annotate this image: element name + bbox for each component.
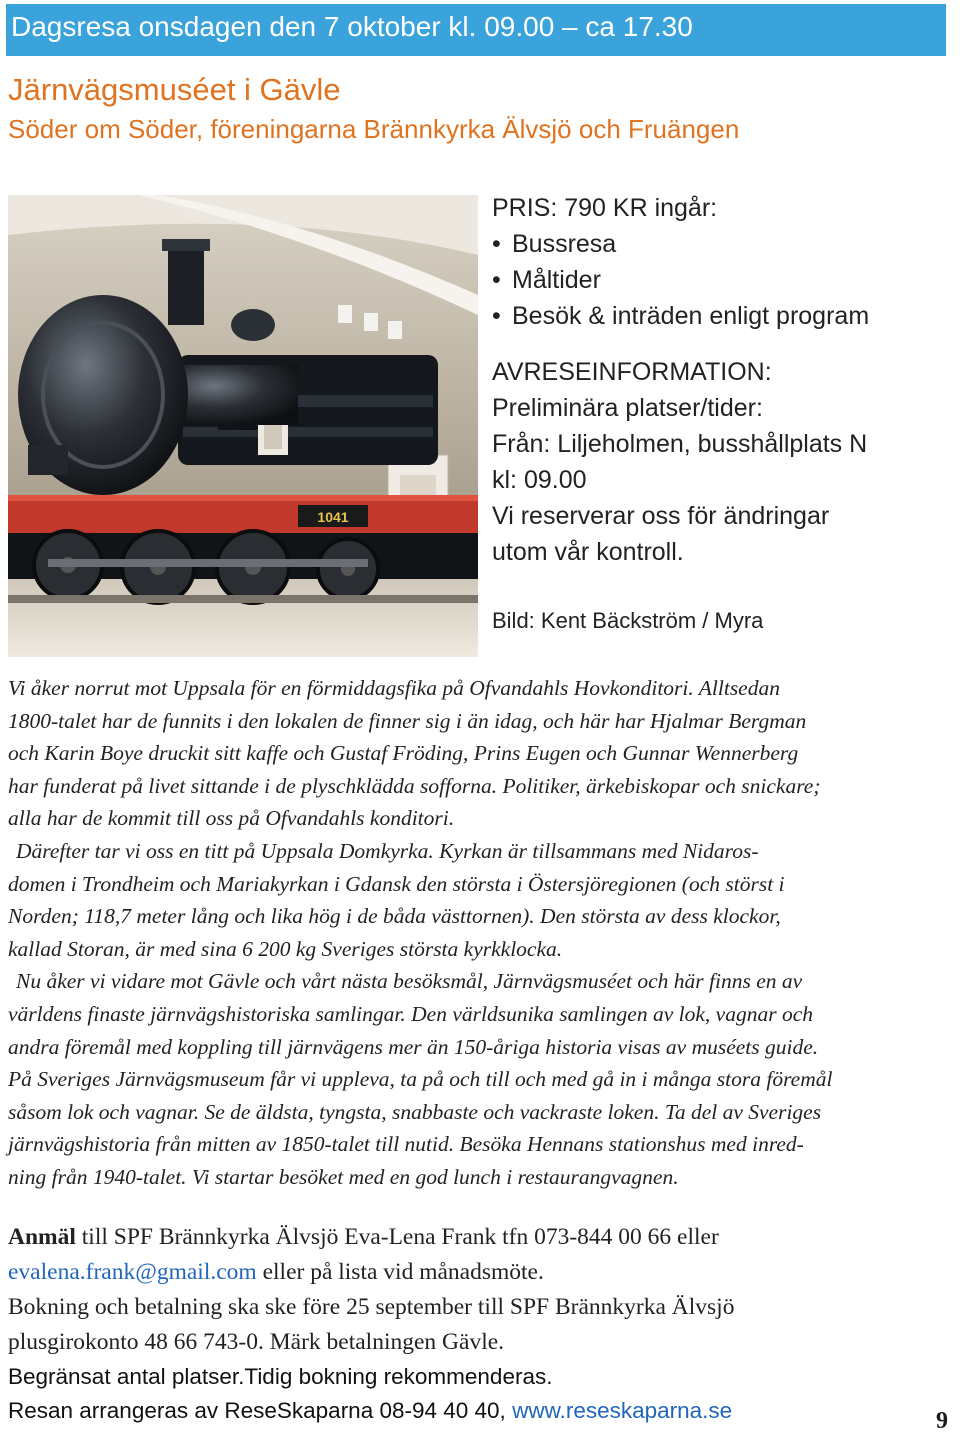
email-line: evalena.frank@gmail.com eller på lista vid månadsmöte.	[8, 1259, 544, 1285]
description-line: domen i Trondheim och Mariakyrkan i Gdansk den största i Östersjöregionen (och störst i	[8, 871, 785, 896]
departure-heading: AVRESEINFORMATION:	[492, 358, 772, 386]
description-line: Därefter tar vi oss en titt på Uppsala Domkyrka. Kyrkan är tillsammans med Nidaros-	[16, 838, 759, 863]
page-number: 9	[936, 1408, 948, 1434]
price-heading: PRIS: 790 KR ingår:	[492, 194, 718, 222]
description-line: och Karin Boye druckit sitt kaffe och Gustaf Fröding, Prins Eugen och Gunnar Wennerberg	[8, 741, 799, 766]
email-link[interactable]: evalena.frank@gmail.com	[8, 1259, 257, 1285]
loco-number-plate: 1041	[317, 509, 349, 525]
trip-description	[8, 672, 948, 1194]
description-line: Vi åker norrut mot Uppsala för en förmiddagsfika på Ofvandahls Hovkonditori. Alltsedan	[8, 676, 780, 700]
price-item: • Besök & inträden enligt program	[492, 298, 952, 334]
description-line: järnvägshistoria från mitten av 1850-talet till nutid. Besöka Hennans stationshus med inred-	[8, 1132, 804, 1157]
booking-line: plusgirokonto 48 66 743-0. Märk betalningen Gävle.	[8, 1329, 505, 1355]
description-line: alla har de kommit till oss på Ofvandahls konditori.	[8, 806, 455, 831]
photo-credit: Bild: Kent Bäckström / Myra	[492, 608, 764, 633]
departure-line: Från: Liljeholmen, busshållplats N	[492, 430, 868, 458]
booking-line: Bokning och betalning ska ske före 25 september till SPF Brännkyrka Älvsjö	[8, 1294, 735, 1320]
header-banner	[6, 4, 946, 56]
description-line: På Sveriges Järnvägsmuseum får vi uppleva, ta på och till och med gå in i många stora föremål	[8, 1067, 833, 1092]
price-and-departure-info	[492, 190, 952, 570]
locomotive-photo	[8, 195, 478, 657]
page-subtitle: Söder om Söder, föreningarna Brännkyrka Älvsjö och Fruängen	[8, 114, 740, 144]
banner-text: Dagsresa onsdagen den 7 oktober kl. 09.00 – ca 17.30	[11, 11, 693, 42]
organizer-line: Resan arrangeras av ReseSkaparna 08-94 40 40, www.reseskaparna.se	[8, 1398, 733, 1423]
description-line: världens finaste järnvägshistoriska samlingar. Den världsunika samlingen av lok, vagnar och	[8, 1001, 813, 1026]
description-line: Nu åker vi vidare mot Gävle och vårt nästa besöksmål, Järnvägsmuséet och här finns en av	[16, 969, 803, 994]
anmal-label: Anmäl	[8, 1224, 76, 1250]
description-line: ning från 1940-talet. Vi startar besöket med en god lunch i restaurangvagnen.	[8, 1164, 679, 1189]
description-line: kallad Storan, är med sina 6 200 kg Sveriges största kyrkklocka.	[8, 936, 563, 961]
description-line: såsom lok och vagnar. Se de äldsta, tyngsta, snabbaste och vackraste loken. Ta del av Sveriges	[8, 1099, 822, 1124]
description-line: Norden; 118,7 meter lång och lika hög i de båda västtornen). Den största av dess klockor,	[8, 904, 781, 929]
website-link[interactable]: www.reseskaparna.se	[512, 1398, 733, 1423]
bullet-icon: •	[492, 302, 501, 330]
bullet-icon: •	[492, 266, 501, 294]
page-title: Järnvägsmuséet i Gävle	[8, 72, 341, 107]
limited-seats-note: Begränsat antal platser.Tidig bokning rekommenderas.	[8, 1364, 553, 1389]
registration-info	[8, 1220, 948, 1360]
bullet-icon: •	[492, 230, 501, 258]
departure-line: Preliminära platser/tider:	[492, 394, 763, 422]
departure-line: Vi reserverar oss för ändringar	[492, 502, 830, 530]
description-line: 1800-talet har de funnits i den lokalen de finner sig i än idag, och här har Hjalmar Bergman	[8, 708, 807, 733]
departure-line: utom vår kontroll.	[492, 538, 684, 566]
price-item: • Måltider	[492, 262, 952, 298]
description-line: har funderat på livet sittande i de plyschklädda sofforna. Politiker, ärkebiskopar och snickare;	[8, 773, 821, 798]
description-line: andra föremål med koppling till järnvägens mer än 150-åriga historia visas av muséets guide.	[8, 1034, 819, 1059]
registration-line: Anmäl till SPF Brännkyrka Älvsjö Eva-Lena Frank tfn 073-844 00 66 eller	[8, 1224, 719, 1250]
departure-line: kl: 09.00	[492, 466, 587, 494]
booking-notes	[8, 1360, 908, 1428]
price-item: • Bussresa	[492, 226, 952, 262]
